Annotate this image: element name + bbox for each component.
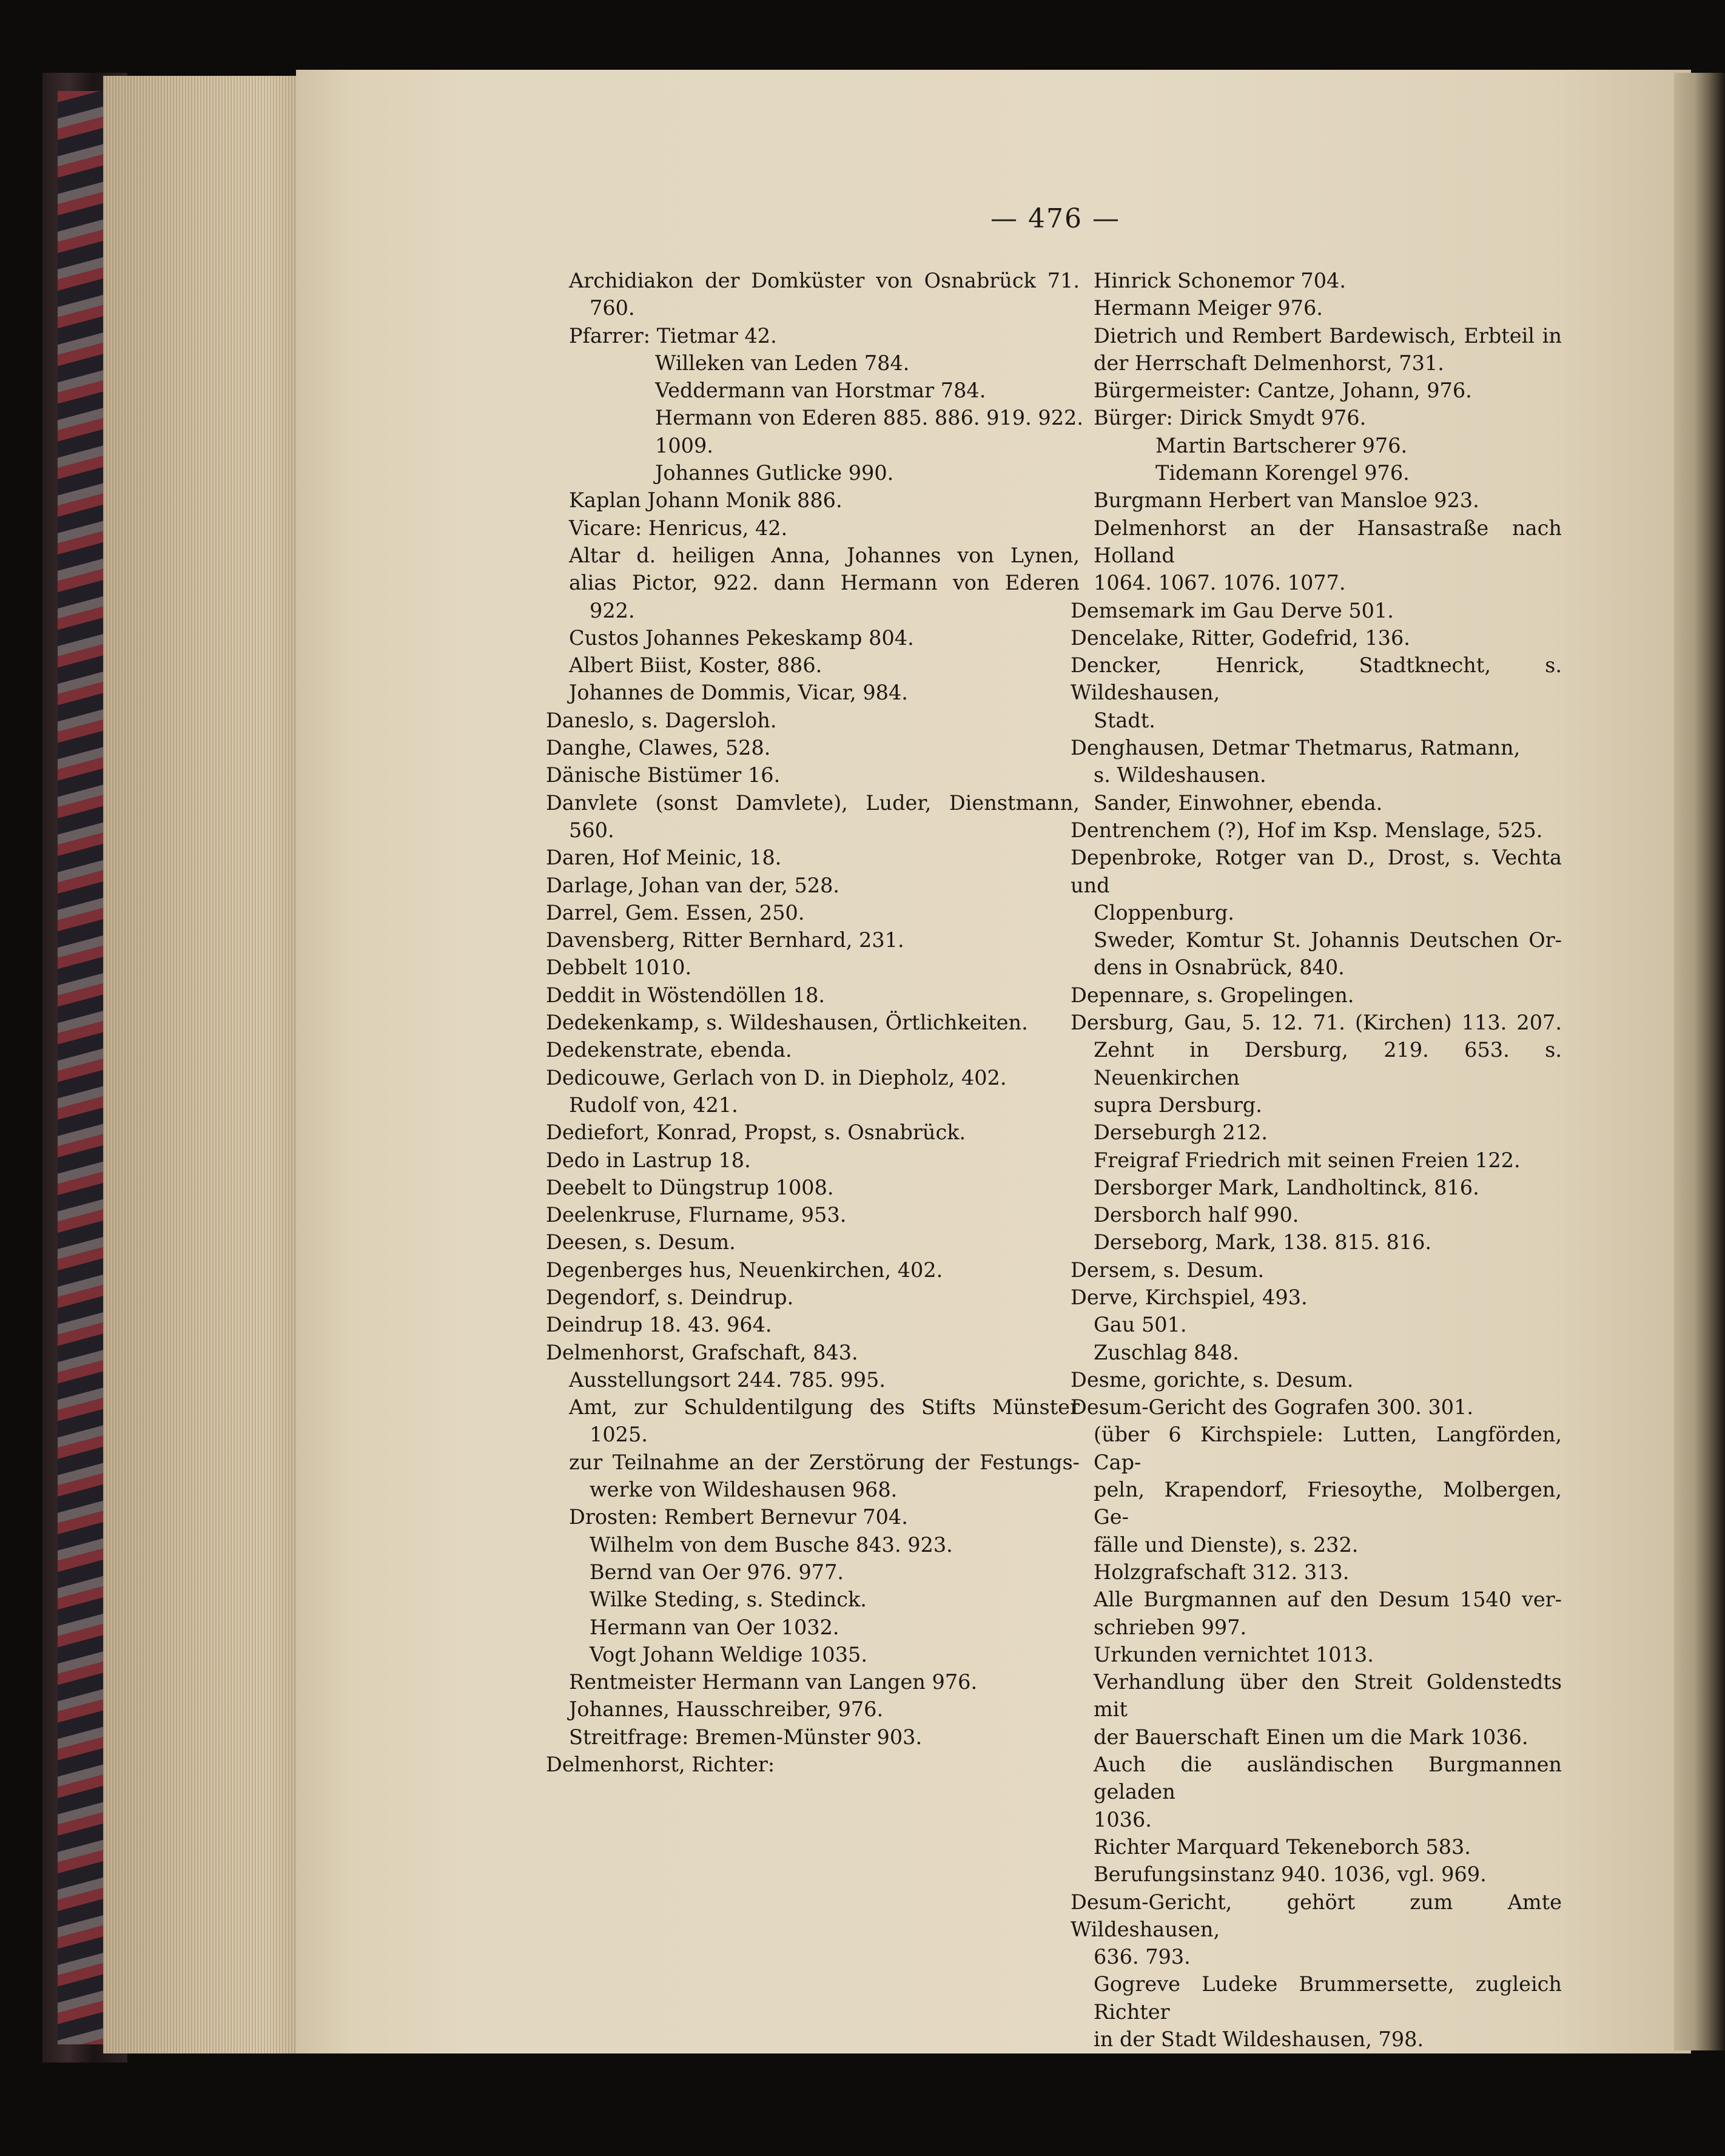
index-line: Auch die ausländischen Burgmannen geladen: [1094, 1753, 1562, 1804]
index-line: Verhandlung über den Streit Goldenstedts mit: [1094, 1670, 1562, 1722]
index-line: Berufungsinstanz 940. 1036, vgl. 969.: [1094, 1862, 1487, 1887]
index-line: Deindrup 18. 43. 964.: [546, 1313, 772, 1337]
index-line: werke von Wildeshausen 968.: [590, 1478, 898, 1502]
index-line: alias Pictor, 922. dann Hermann von Ederen: [569, 571, 1080, 595]
index-line: Gogreve Ludeke Brummersette, zugleich Richter: [1094, 1972, 1562, 2024]
index-line: Ausstellungsort 244. 785. 995.: [569, 1367, 886, 1392]
index-line: Urkunden vernichtet 1013.: [1094, 1642, 1374, 1666]
index-line: Richter Marquard Tekeneborch 583.: [1094, 1834, 1471, 1859]
index-line: Alle Burgmannen auf den Desum 1540 ver-: [1094, 1588, 1562, 1612]
index-line: Gau 501.: [1094, 1313, 1187, 1337]
index-line: Hermann von Ederen 885. 886. 919. 922.: [655, 406, 1084, 430]
index-line: 1025.: [590, 1423, 648, 1447]
index-line: Desme, gorichte, s. Desum.: [1071, 1367, 1354, 1392]
index-line: Johannes de Dommis, Vicar, 984.: [569, 681, 908, 705]
index-line: 560.: [569, 818, 614, 842]
page-number: — 476 —: [990, 203, 1120, 234]
index-line: Delmenhorst, Grafschaft, 843.: [546, 1340, 858, 1364]
index-line: Wilke Steding, s. Stedinck.: [590, 1588, 867, 1612]
index-line: fälle und Dienste), s. 232.: [1094, 1532, 1359, 1557]
index-line: 636. 793.: [1094, 1945, 1191, 1969]
index-line: zur Teilnahme an der Zerstörung der Festungs-: [569, 1450, 1080, 1474]
index-line: Johannes, Hausschreiber, 976.: [569, 1697, 884, 1722]
index-line: Dedekenkamp, s. Wildeshausen, Örtlichkeiten.: [546, 1011, 1028, 1035]
index-line: Albert Biist, Koster, 886.: [569, 653, 822, 678]
index-line: 760.: [590, 296, 635, 320]
page-right-edge: [1674, 73, 1725, 2050]
index-line: Depenbroke, Rotger van D., Drost, s. Vechta und: [1071, 846, 1562, 897]
index-line: Debbelt 1010.: [546, 955, 692, 980]
index-line: Dencker, Henrick, Stadtknecht, s. Wildeshausen,: [1071, 653, 1562, 705]
index-line: Daneslo, s. Dagersloh.: [546, 708, 777, 732]
index-line: Deddit in Wöstendöllen 18.: [546, 983, 826, 1007]
index-line: Johannes Gutlicke 990.: [655, 461, 894, 485]
index-line: Veddermann van Horstmar 784.: [655, 379, 986, 403]
index-line: Deesen, s. Desum.: [546, 1230, 736, 1255]
index-line: Archidiakon der Domküster von Osnabrück 71.: [569, 269, 1080, 292]
index-line: Dersborch half 990.: [1094, 1203, 1299, 1227]
index-line: Vicare: Henricus, 42.: [569, 516, 788, 540]
index-line: Zuschlag 848.: [1094, 1340, 1239, 1364]
index-line: Kaplan Johann Monik 886.: [569, 488, 842, 513]
page-edges: [103, 76, 297, 2053]
index-line: Daren, Hof Meinic, 18.: [546, 846, 782, 870]
index-line: 1009.: [655, 433, 713, 457]
index-line: Rudolf von, 421.: [569, 1093, 738, 1117]
index-line: Delmenhorst, Richter:: [546, 1753, 775, 1777]
index-line: Sander, Einwohner, ebenda.: [1094, 790, 1383, 815]
index-line: dens in Osnabrück, 840.: [1094, 955, 1345, 980]
index-line: Rentmeister Hermann van Langen 976.: [569, 1670, 978, 1694]
index-line: Hinrick Schonemor 704.: [1094, 269, 1346, 292]
index-line: Delmenhorst an der Hansastraße nach Holland: [1094, 516, 1562, 567]
index-line: Sweder, Komtur St. Johannis Deutschen Or-: [1094, 928, 1562, 952]
index-line: Danvlete (sonst Damvlete), Luder, Dienstmann,: [546, 790, 1080, 815]
index-line: Dietrich und Rembert Bardewisch, Erbteil in: [1094, 323, 1562, 348]
index-line: Tidemann Korengel 976.: [1155, 461, 1410, 485]
index-line: Pfarrer: Tietmar 42.: [569, 323, 777, 348]
index-line: Wilhelm von dem Busche 843. 923.: [590, 1532, 953, 1557]
index-line: Derve, Kirchspiel, 493.: [1071, 1285, 1308, 1309]
index-line: Willeken van Leden 784.: [655, 351, 910, 375]
index-line: Desum-Gericht des Gografen 300. 301.: [1071, 1395, 1474, 1420]
index-line: Custos Johannes Pekeskamp 804.: [569, 625, 914, 650]
index-line: in der Stadt Wildeshausen, 798.: [1094, 2027, 1424, 2051]
index-line: Dersborger Mark, Landholtinck, 816.: [1094, 1175, 1479, 1199]
index-line: Desum-Gericht, gehört zum Amte Wildeshausen,: [1071, 1890, 1562, 1941]
index-line: Hermann van Oer 1032.: [590, 1615, 839, 1639]
index-line: supra Dersburg.: [1094, 1093, 1262, 1117]
index-line: Dediefort, Konrad, Propst, s. Osnabrück.: [546, 1120, 966, 1145]
index-line: Martin Bartscherer 976.: [1155, 433, 1408, 457]
index-line: Amt, zur Schuldentilgung des Stifts Münster: [569, 1395, 1080, 1420]
index-line: Bürgermeister: Cantze, Johann, 976.: [1094, 379, 1472, 403]
index-line: Cloppenburg.: [1094, 900, 1234, 925]
index-line: Danghe, Clawes, 528.: [546, 736, 771, 760]
index-line: Derseburgh 212.: [1094, 1120, 1268, 1145]
index-column-left: [546, 267, 1084, 1778]
index-line: 922.: [590, 598, 635, 622]
index-line: schrieben 997.: [1094, 1615, 1247, 1639]
index-line: 1036.: [1094, 1807, 1152, 1831]
index-line: Darlage, Johan van der, 528.: [546, 873, 840, 897]
index-line: Streitfrage: Bremen-Münster 903.: [569, 1725, 923, 1749]
index-line: Deebelt to Düngstrup 1008.: [546, 1175, 834, 1199]
index-line: Dersburg, Gau, 5. 12. 71. (Kirchen) 113. 207.: [1071, 1011, 1562, 1035]
index-line: Burgmann Herbert van Mansloe 923.: [1094, 488, 1479, 513]
index-line: 1064. 1067. 1076. 1077.: [1094, 571, 1346, 595]
index-line: Demsemark im Gau Derve 501.: [1071, 598, 1394, 622]
index-line: Hermann Meiger 976.: [1094, 296, 1323, 320]
index-line: Dentrenchem (?), Hof im Ksp. Menslage, 525.: [1071, 818, 1543, 842]
index-line: (über 6 Kirchspiele: Lutten, Langförden, Cap-: [1094, 1423, 1562, 1474]
index-line: Degendorf, s. Deindrup.: [546, 1285, 794, 1309]
index-line: Davensberg, Ritter Bernhard, 231.: [546, 928, 904, 952]
index-line: Derseborg, Mark, 138. 815. 816.: [1094, 1230, 1432, 1255]
index-line: Dedekenstrate, ebenda.: [546, 1038, 792, 1062]
index-line: Vogt Johann Weldige 1035.: [590, 1642, 868, 1666]
index-line: Deelenkruse, Flurname, 953.: [546, 1203, 847, 1227]
index-line: der Bauerschaft Einen um die Mark 1036.: [1094, 1725, 1528, 1749]
index-line: peln, Krapendorf, Friesoythe, Molbergen, Ge-: [1094, 1478, 1562, 1529]
index-line: Zehnt in Dersburg, 219. 653. s. Neuenkirchen: [1094, 1038, 1562, 1090]
index-line: Bürger: Dirick Smydt 976.: [1094, 406, 1367, 430]
index-line: Bernd van Oer 976. 977.: [590, 1560, 844, 1584]
index-line: Dänische Bistümer 16.: [546, 763, 781, 787]
index-column-right: [1071, 267, 1562, 2053]
index-line: Denghausen, Detmar Thetmarus, Ratmann,: [1071, 736, 1521, 760]
index-line: Dencelake, Ritter, Godefrid, 136.: [1071, 625, 1410, 650]
index-line: Dersem, s. Desum.: [1071, 1258, 1265, 1282]
index-line: Drosten: Rembert Bernevur 704.: [569, 1505, 908, 1529]
index-line: Degenberges hus, Neuenkirchen, 402.: [546, 1258, 943, 1282]
index-line: Stadt.: [1094, 708, 1155, 732]
index-line: der Herrschaft Delmenhorst, 731.: [1094, 351, 1444, 375]
index-line: s. Wildeshausen.: [1094, 763, 1266, 787]
index-line: Depennare, s. Gropelingen.: [1071, 983, 1354, 1007]
index-line: Holzgrafschaft 312. 313.: [1094, 1560, 1350, 1584]
index-line: Darrel, Gem. Essen, 250.: [546, 900, 805, 925]
index-line: Dedo in Lastrup 18.: [546, 1148, 751, 1172]
index-line: Dedicouwe, Gerlach von D. in Diepholz, 402.: [546, 1065, 1007, 1090]
index-line: Freigraf Friedrich mit seinen Freien 122.: [1094, 1148, 1521, 1172]
index-line: Altar d. heiligen Anna, Johannes von Lynen,: [569, 543, 1080, 567]
